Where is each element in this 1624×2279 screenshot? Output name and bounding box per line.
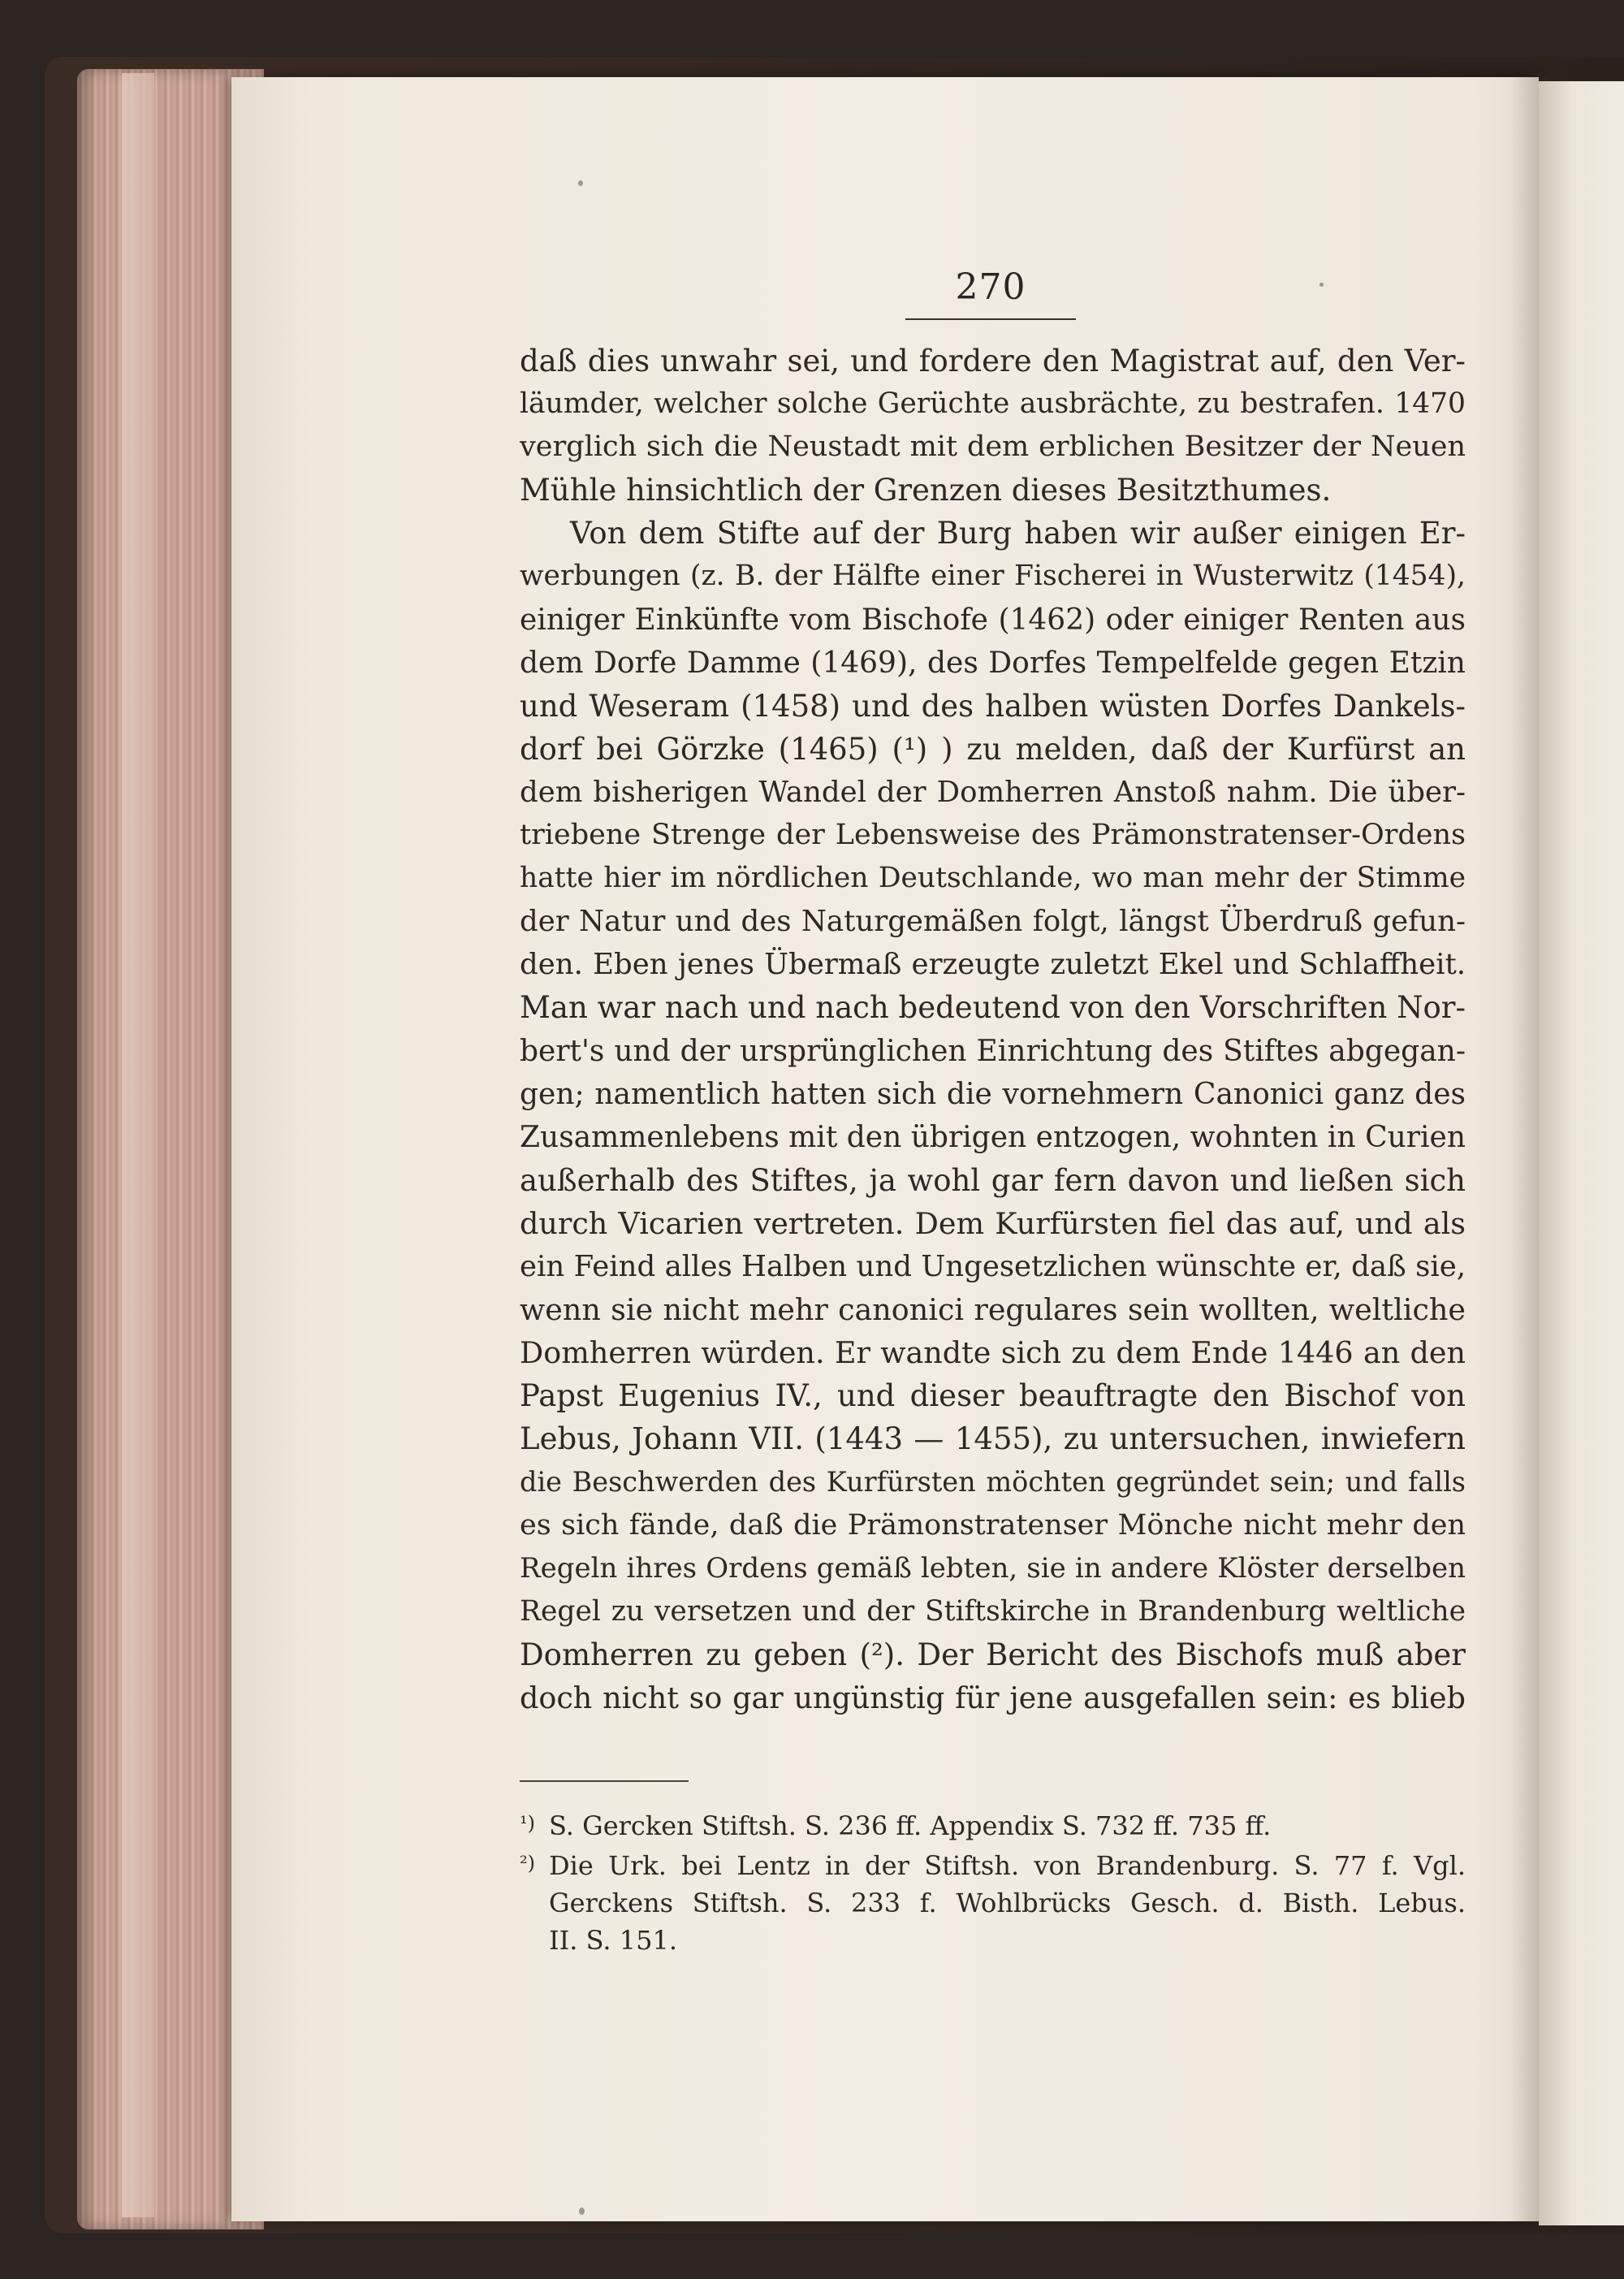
text-line: Mühle hinsichtlich der Grenzen dieses Besitzthumes. (520, 473, 1332, 508)
footnotes (520, 1805, 1466, 1959)
text-line: Lebus, Johann VII. (1443 — 1455), zu untersuchen, inwiefern (520, 1421, 1466, 1457)
text-line: Zusammenlebens mit den übrigen entzogen, wohnten in Curien (520, 1120, 1466, 1154)
text-line: Von dem Stifte auf der Burg haben wir außer einigen Er- (570, 516, 1466, 551)
text-line: triebene Strenge der Lebensweise des Prämonstratenser-Ordens (520, 819, 1466, 852)
text-line: bert's und der ursprünglichen Einrichtung des Stiftes abgegan- (520, 1034, 1466, 1068)
text-line: außerhalb des Stiftes, ja wohl gar fern davon und ließen sich (520, 1162, 1466, 1198)
text-line: und Weseram (1458) und des halben wüsten Dorfes Dankels- (520, 688, 1466, 724)
text-line: einiger Einkünfte vom Bischofe (1462) oder einiger Renten aus (520, 603, 1466, 637)
footnote-rule (520, 1780, 689, 1782)
text-line: die Beschwerden des Kurfürsten möchten gegründet sein; und falls (520, 1466, 1466, 1498)
paper-speck (579, 2208, 585, 2215)
text-line: verglich sich die Neustadt mit dem erblichen Besitzer der Neuen (520, 430, 1466, 464)
text-line: werbungen (z. B. der Hälfte einer Fischerei in Wusterwitz (1454), (520, 560, 1466, 593)
text-line: Domherren zu geben (²). Der Bericht des Bischofs muß aber (520, 1637, 1466, 1672)
text-line: den. Eben jenes Übermaß erzeugte zuletzt Ekel und Schlaffheit. (520, 948, 1466, 982)
paper-speck (578, 180, 583, 186)
text-line: es sich fände, daß die Prämonstratenser Mönche nicht mehr den (520, 1508, 1466, 1542)
body-text (520, 339, 1466, 1719)
text-line: dem Dorfe Damme (1469), des Dorfes Tempelfelde gegen Etzin (520, 646, 1466, 680)
text-line: läumder, welcher solche Gerüchte ausbrächte, zu bestrafen. 1470 (520, 387, 1466, 421)
page-edge-highlight (122, 73, 154, 2217)
footnote-text: S. Gercken Stiftsh. S. 236 ff. Appendix S. 732 ff. 735 ff. (549, 1810, 1272, 1841)
footnote-1 (520, 1805, 1466, 1844)
facing-page (1539, 81, 1624, 2225)
footnote-text: II. S. 151. (549, 1925, 677, 1956)
footnote-text: Die Urk. bei Lentz in der Stiftsh. von Brandenburg. S. 77 f. Vgl. (549, 1850, 1466, 1881)
text-line: ein Feind alles Halben und Ungesetzlichen wünschte er, daß sie, (520, 1249, 1466, 1283)
footnote-2 (520, 1844, 1466, 1884)
page-number: 270 (955, 266, 1026, 308)
text-line: wenn sie nicht mehr canonici regulares sein wollten, weltliche (520, 1292, 1466, 1328)
footnote-text: Gerckens Stiftsh. S. 233 f. Wohlbrücks Gesch. d. Bisth. Lebus. (549, 1888, 1466, 1918)
text-line: Regel zu versetzen und der Stiftskirche in Brandenburg weltliche (520, 1594, 1466, 1628)
paper-speck (1320, 283, 1324, 287)
text-line: durch Vicarien vertreten. Dem Kurfürsten fiel das auf, und als (520, 1205, 1466, 1241)
page-number-rule (905, 318, 1076, 320)
text-line: Domherren würden. Er wandte sich zu dem Ende 1446 an den (520, 1335, 1466, 1371)
text-line: Regeln ihres Ordens gemäß lebten, sie in andere Klöster derselben (520, 1551, 1466, 1585)
text-line: gen; namentlich hatten sich die vornehmern Canonici ganz des (520, 1077, 1466, 1111)
footnote-marker: ¹) (520, 1812, 535, 1835)
text-line: Man war nach und nach bedeutend von den Vorschriften Nor- (520, 990, 1466, 1026)
text-line: doch nicht so gar ungünstig für jene ausgefallen sein: es blieb (520, 1680, 1466, 1715)
footnote-marker: ²) (520, 1852, 535, 1875)
text-line: der Natur und des Naturgemäßen folgt, längst Überdruß gefun- (520, 905, 1466, 939)
text-line: hatte hier im nördlichen Deutschlande, wo man mehr der Stimme (520, 862, 1466, 895)
text-line: dem bisherigen Wandel der Domherren Anstoß nahm. Die über- (520, 775, 1466, 809)
text-line: dorf bei Görzke (1465) (¹) ) zu melden, daß der Kurfürst an (520, 731, 1466, 767)
text-line: Papst Eugenius IV., und dieser beauftragte den Bischof von (520, 1378, 1466, 1414)
text-line: daß dies unwahr sei, und fordere den Magistrat auf, den Ver- (520, 344, 1466, 378)
